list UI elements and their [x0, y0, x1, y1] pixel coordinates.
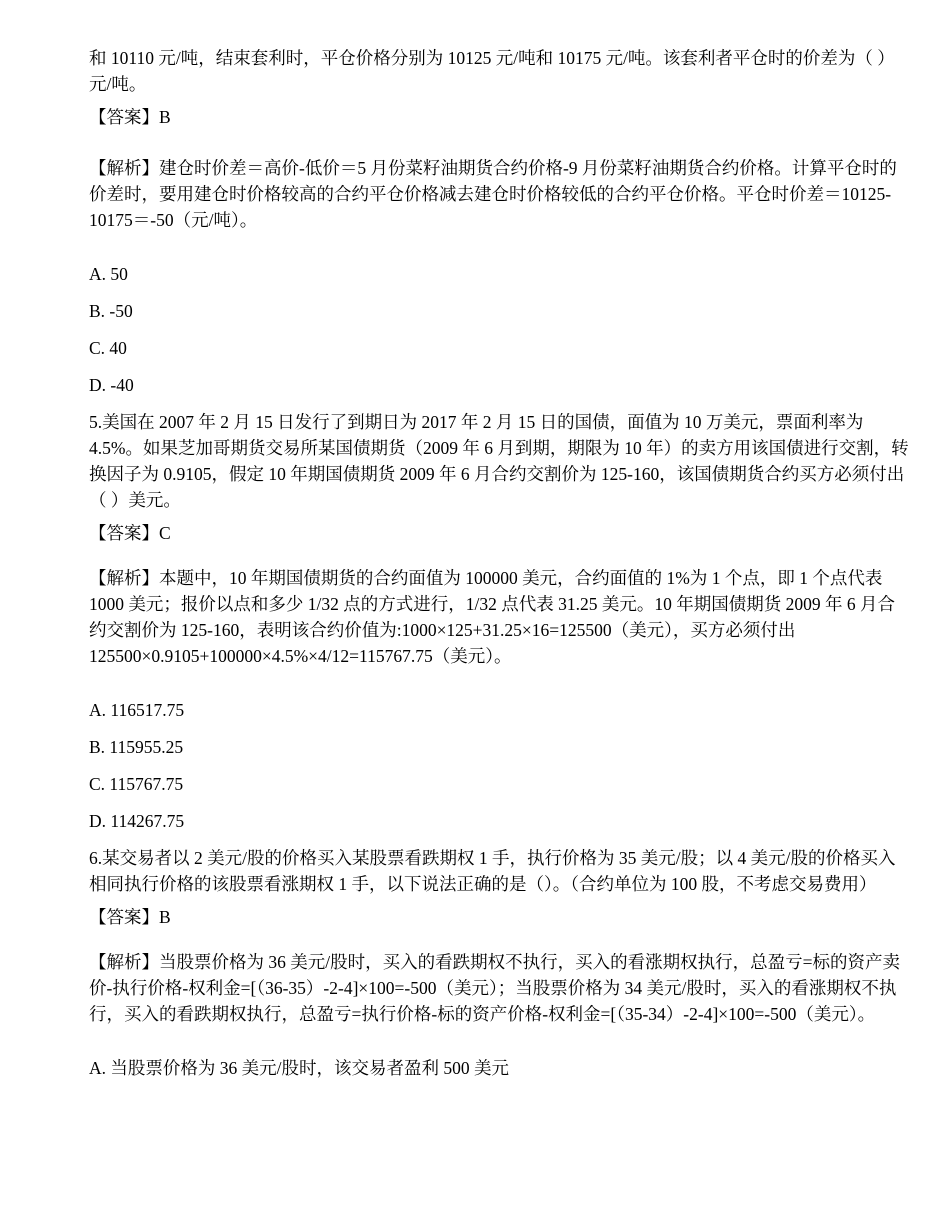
q6-answer: 【答案】B	[89, 907, 171, 927]
q5-answer: 【答案】C	[89, 523, 171, 543]
q4-analysis: 【解析】建仓时价差＝高价-低价＝5 月份菜籽油期货合约价格-9 月份菜籽油期货合约价格。计算平仓时的价差时，要用建仓时价格较高的合约平仓价格减去建仓时价格较低的合约平仓价格。平仓时价差＝10125-10175＝-50（元/吨）。	[89, 158, 897, 230]
q5-option-c: C. 115767.75	[89, 774, 184, 794]
q6-option-a: A. 当股票价格为 36 美元/股时，该交易者盈利 500 美元	[89, 1058, 509, 1078]
q4-answer: 【答案】B	[89, 107, 171, 127]
q5-analysis: 【解析】本题中，10 年期国债期货的合约面值为 100000 美元，合约面值的 1%为 1 个点，即 1 个点代表 1000 美元；报价以点和多少 1/32 点的方式进行，1/32 点代表 31.25 美元。10 年期国债期货 2009 年 6 月合约交割价为 125-160，表明该合约价值为:1000×125+31.25×16=125500（美元），买方必须付出 125500×0.9105+100000×4.5%×4/12=115767.75（美元）。	[89, 568, 895, 666]
q4-option-a: A. 50	[89, 264, 128, 284]
q4-stem: 和 10110 元/吨，结束套利时，平仓价格分别为 10125 元/吨和 10175 元/吨。该套利者平仓时的价差为（ ）元/吨。	[89, 48, 895, 94]
q5-option-d: D. 114267.75	[89, 811, 185, 831]
q4-option-b: B. -50	[89, 301, 133, 321]
q4-option-c: C. 40	[89, 338, 127, 358]
q6-analysis: 【解析】当股票价格为 36 美元/股时，买入的看跌期权不执行，买入的看涨期权执行，总盈亏=标的资产卖价-执行价格-权利金=[（36-35）-2-4]×100=-500（美元）；当股票价格为 34 美元/股时，买入的看涨期权不执行，买入的看跌期权执行，总盈亏=执行价格-标的资产价格-权利金=[（35-34）-2-4]×100=-500（美元）。	[89, 952, 900, 1024]
document-page	[89, 45, 909, 1081]
q6-stem: 6.某交易者以 2 美元/股的价格买入某股票看跌期权 1 手，执行价格为 35 美元/股；以 4 美元/股的价格买入相同执行价格的该股票看涨期权 1 手，以下说法正确的是（）。（合约单位为 100 股，不考虑交易费用）	[89, 848, 896, 894]
q4-option-d: D. -40	[89, 375, 134, 395]
q5-option-a: A. 116517.75	[89, 700, 185, 720]
q5-stem: 5.美国在 2007 年 2 月 15 日发行了到期日为 2017 年 2 月 15 日的国债，面值为 10 万美元，票面利率为 4.5%。如果芝加哥期货交易所某国债期货（2009 年 6 月到期，期限为 10 年）的卖方用该国债进行交割，转换因子为 0.9105，假定 10 年期国债期货 2009 年 6 月合约交割价为 125-160，该国债期货合约买方必须付出（ ）美元。	[89, 412, 909, 510]
q5-option-b: B. 115955.25	[89, 737, 184, 757]
